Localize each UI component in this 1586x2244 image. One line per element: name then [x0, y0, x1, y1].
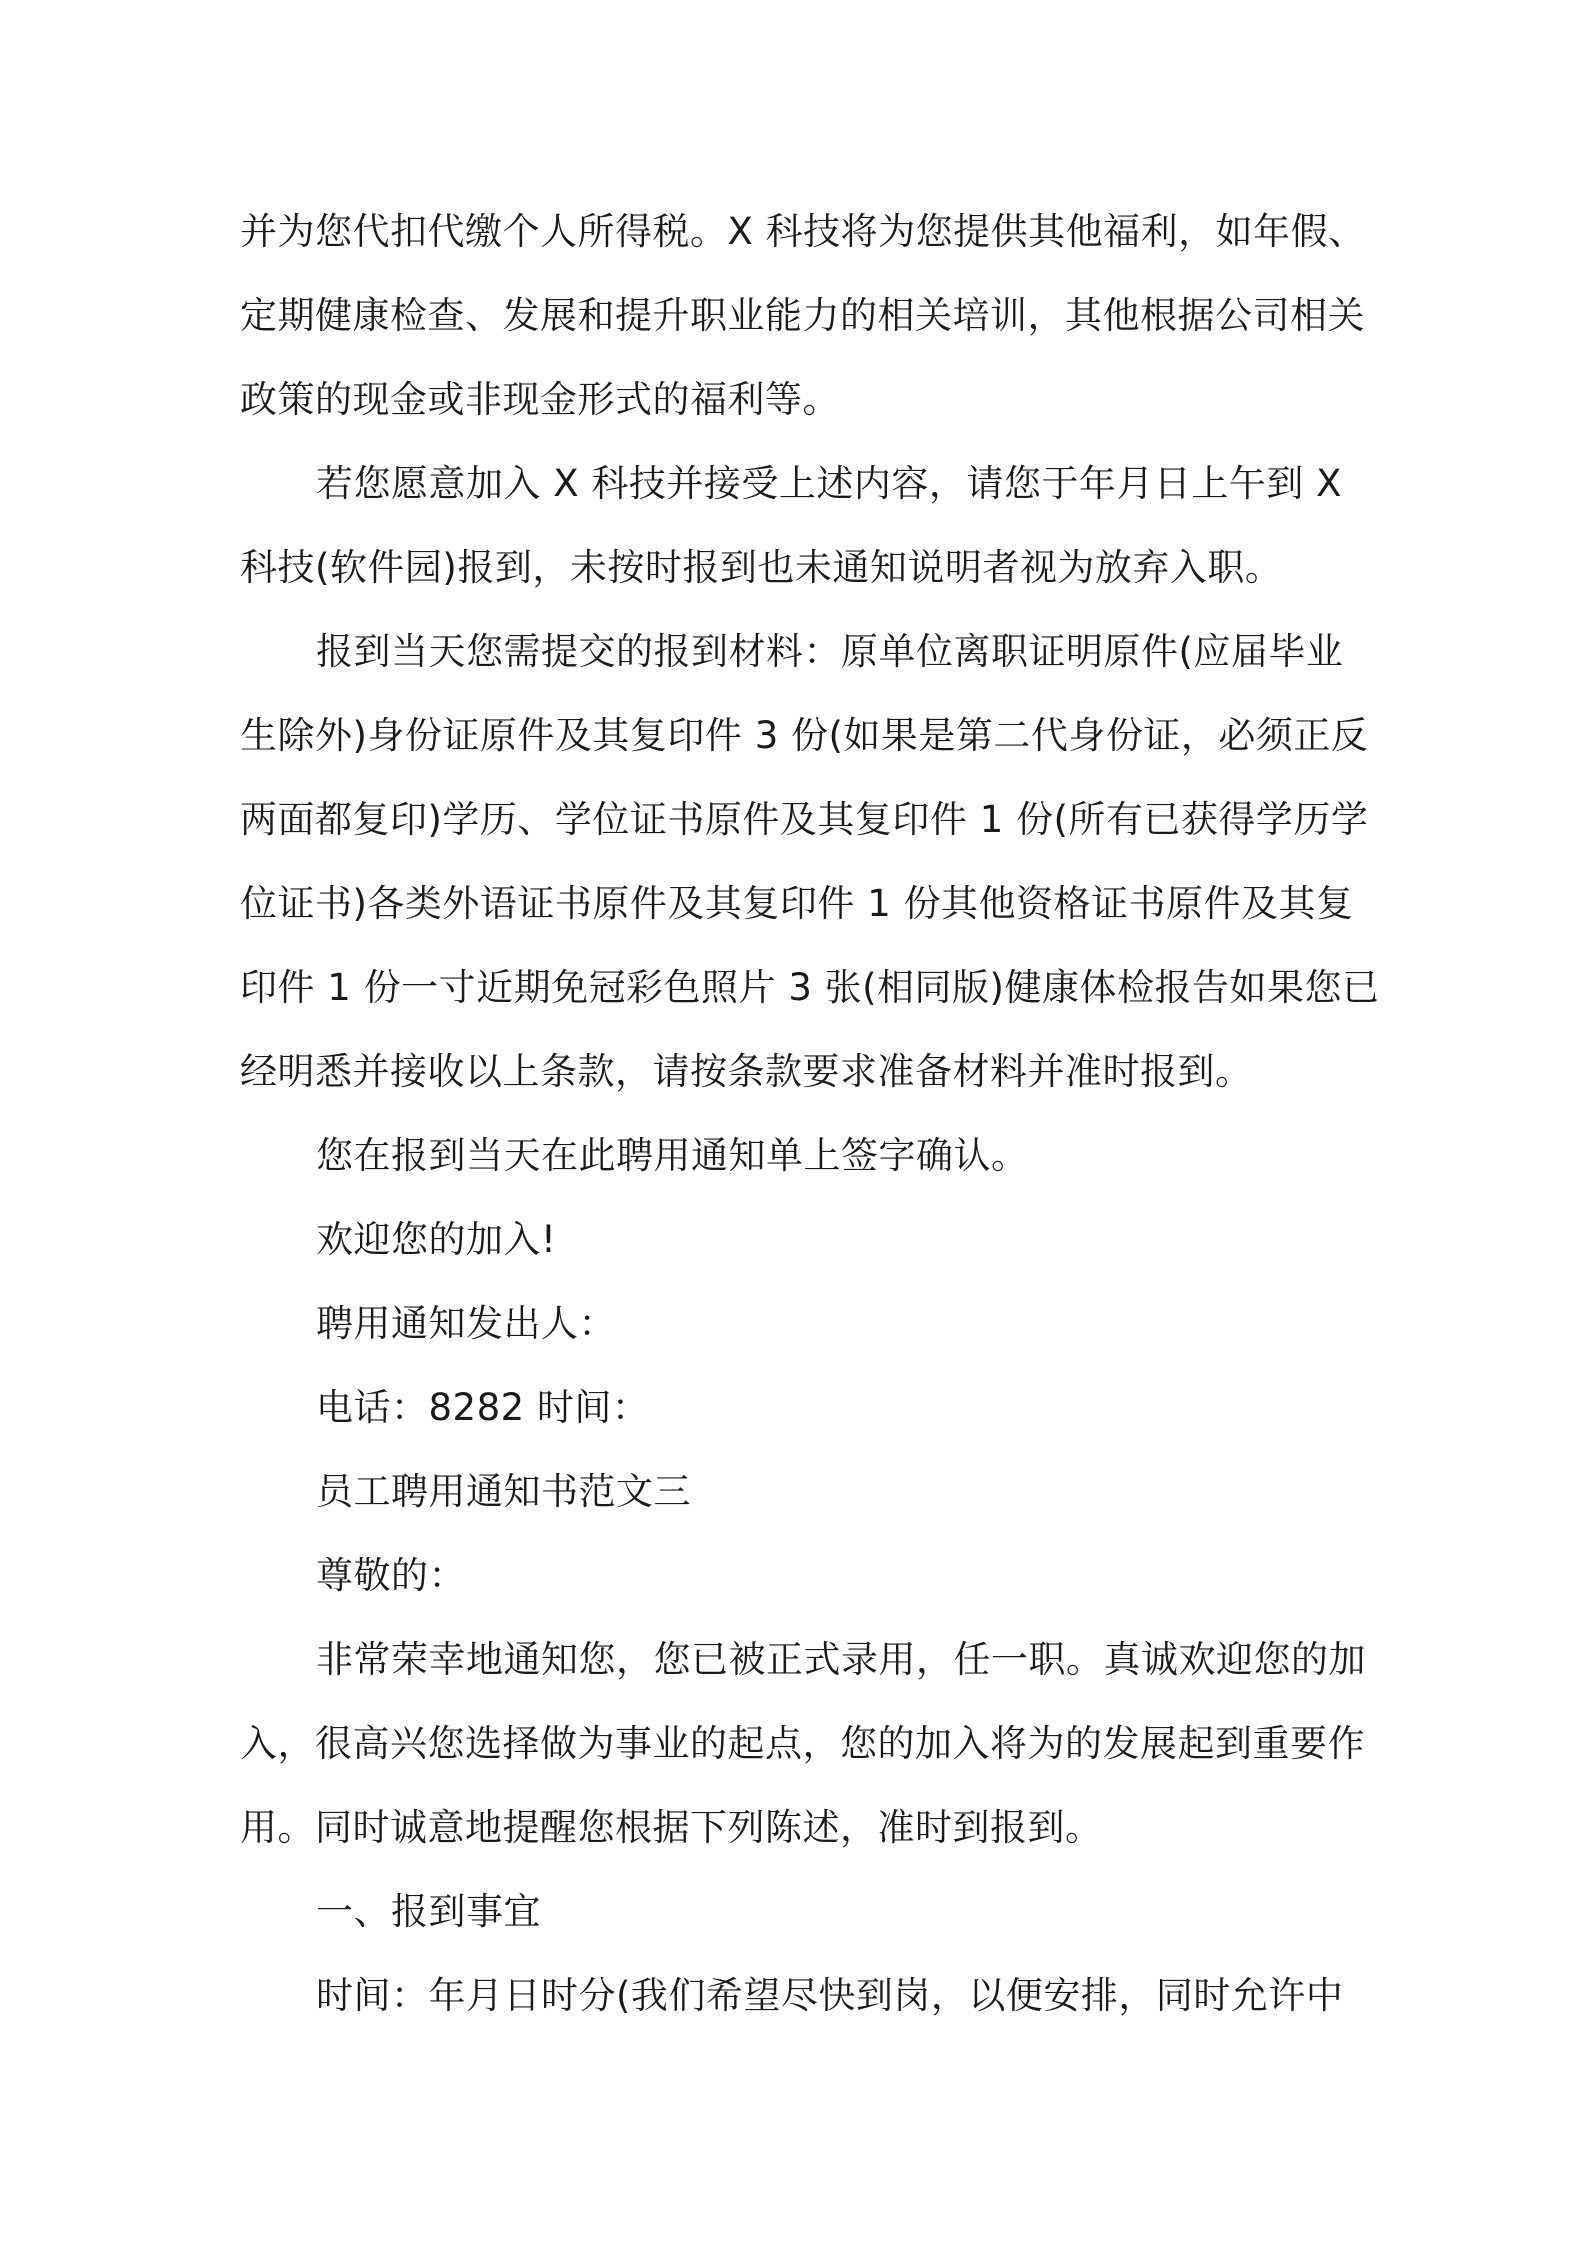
paragraph-report-materials — [240, 610, 1380, 1114]
paragraph-welcome — [240, 1198, 1350, 1282]
text-line: 非常荣幸地通知您，您已被正式录用，任一职。真诚欢迎您的加 — [316, 1638, 1366, 1681]
text-line: 位证书)各类外语证书原件及其复印件 1 份其他资格证书原件及其复 — [240, 882, 1354, 925]
paragraph-report-time — [240, 1954, 1350, 2038]
text-line: 欢迎您的加入! — [316, 1218, 557, 1261]
text-line: 经明悉并接收以上条款，请按条款要求准备材料并准时报到。 — [240, 1050, 1253, 1093]
text-line: 尊敬的： — [316, 1554, 466, 1597]
text-line: 并为您代扣代缴个人所得税。X 科技将为您提供其他福利，如年假、 — [240, 210, 1366, 253]
text-line: 生除外)身份证原件及其复印件 3 份(如果是第二代身份证，必须正反 — [240, 714, 1369, 757]
text-line: 您在报到当天在此聘用通知单上签字确认。 — [316, 1134, 1029, 1177]
paragraph-benefits — [240, 190, 1366, 442]
text-line: 时间：年月日时分(我们希望尽快到岗，以便安排，同时允许中 — [316, 1974, 1344, 2017]
paragraph-sign-confirm — [240, 1114, 1350, 1198]
text-line: 聘用通知发出人： — [316, 1302, 616, 1345]
text-line: 报到当天您需提交的报到材料：原单位离职证明原件(应届毕业 — [316, 630, 1344, 673]
paragraph-notice-body — [240, 1618, 1366, 1870]
text-line: 印件 1 份一寸近期免冠彩色照片 3 张(相同版)健康体检报告如果您已 — [240, 966, 1380, 1009]
text-line: 定期健康检查、发展和提升职业能力的相关培训，其他根据公司相关 — [240, 294, 1365, 337]
document-page — [240, 190, 1380, 2038]
text-line: 政策的现金或非现金形式的福利等。 — [240, 378, 840, 421]
paragraph-salutation — [240, 1534, 1350, 1618]
text-line: 一、报到事宜 — [316, 1890, 541, 1933]
paragraph-issuer — [240, 1282, 1350, 1366]
paragraph-phone-time — [240, 1366, 1350, 1450]
text-line: 员工聘用通知书范文三 — [316, 1470, 691, 1513]
text-line: 两面都复印)学历、学位证书原件及其复印件 1 份(所有已获得学历学 — [240, 798, 1369, 841]
text-line: 用。同时诚意地提醒您根据下列陈述，准时到报到。 — [240, 1806, 1103, 1849]
text-line: 若您愿意加入 X 科技并接受上述内容，请您于年月日上午到 X — [316, 462, 1342, 505]
sample-title — [240, 1450, 1350, 1534]
text-line: 科技(软件园)报到，未按时报到也未通知说明者视为放弃入职。 — [240, 546, 1283, 589]
text-line: 入，很高兴您选择做为事业的起点，您的加入将为的发展起到重要作 — [240, 1722, 1365, 1765]
text-line: 电话：8282 时间： — [316, 1386, 650, 1429]
section-heading-one — [240, 1870, 1350, 1954]
paragraph-report-instruction — [240, 442, 1350, 610]
